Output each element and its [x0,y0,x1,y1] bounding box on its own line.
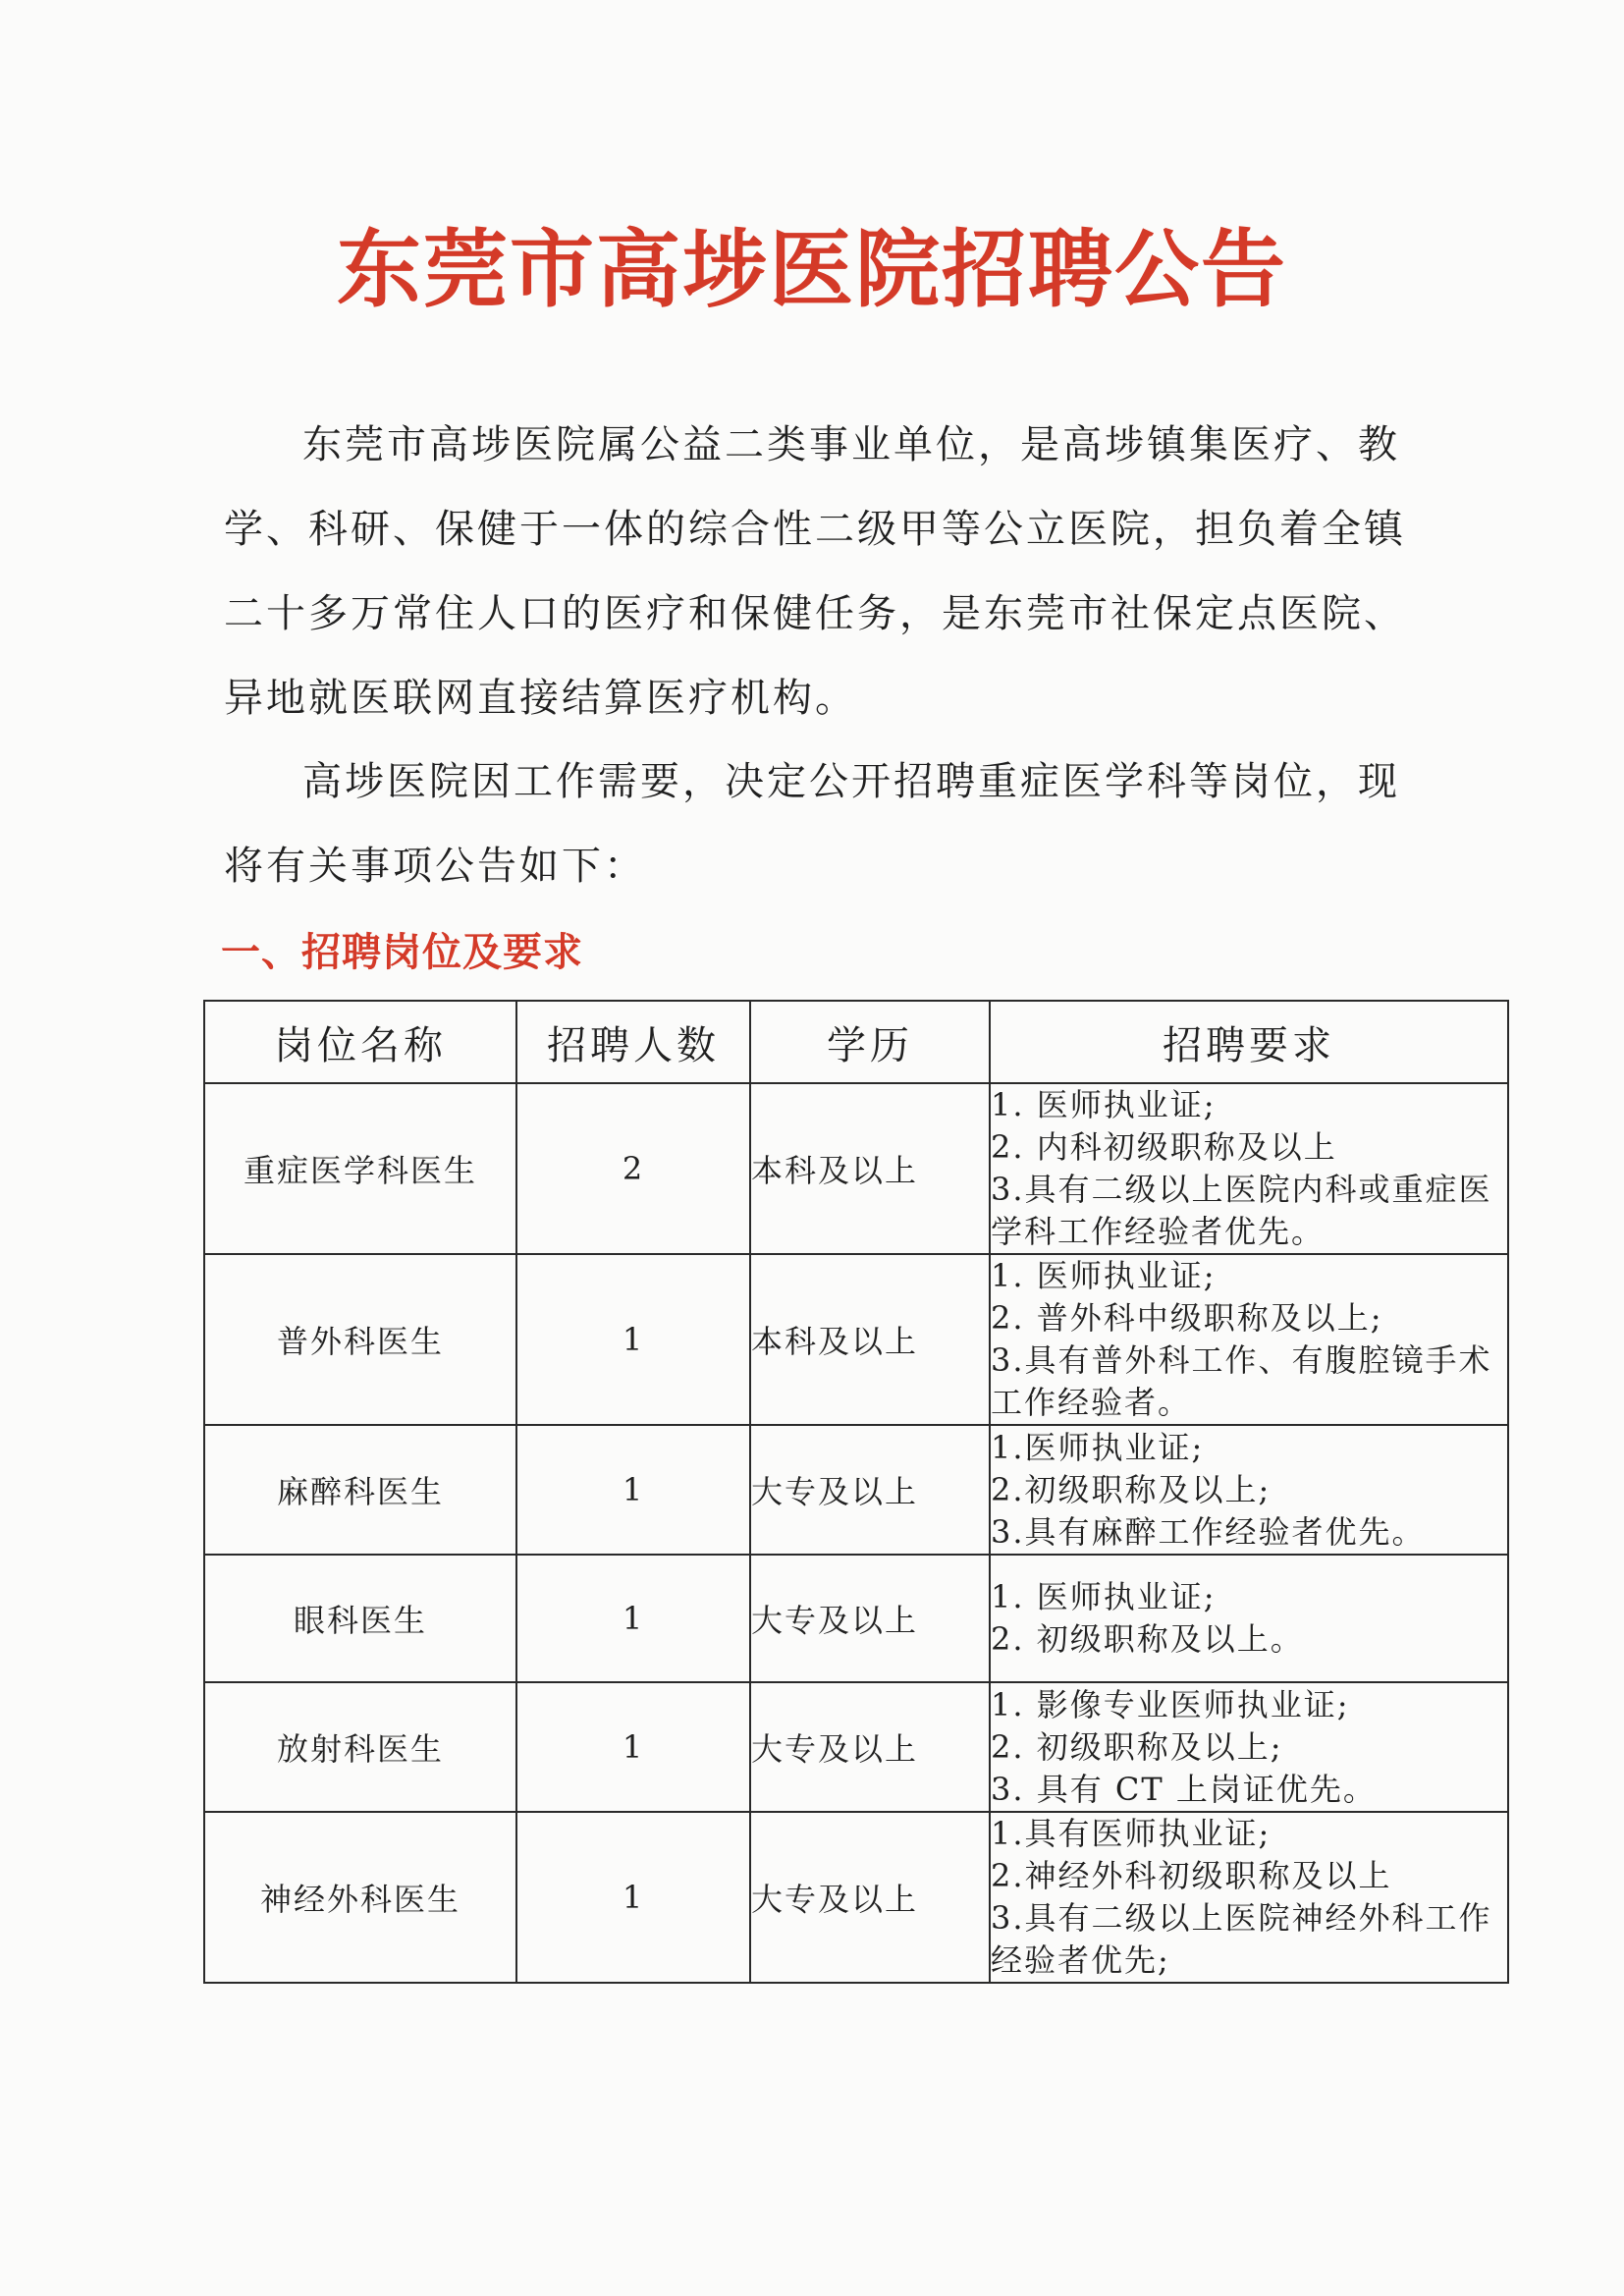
requirement-line: 1. 医师执业证; [991,1257,1217,1294]
requirement-line: 3. 具有 CT 上岗证优先。 [991,1770,1377,1808]
requirements-cell [990,1254,1508,1425]
requirement-line: 1.具有医师执业证; [991,1815,1272,1852]
requirements-table [203,1000,1509,1984]
header-count: 招聘人数 [516,1001,750,1083]
position-cell: 放射科医生 [204,1682,516,1812]
table-header-row [204,1001,1508,1083]
requirements-cell [990,1083,1508,1254]
table-row [204,1083,1508,1254]
table-row [204,1254,1508,1425]
section-heading: 一、招聘岗位及要求 [221,929,583,975]
requirement-line: 2. 初级职称及以上。 [991,1620,1304,1658]
table-row [204,1425,1508,1555]
header-education: 学历 [750,1001,990,1083]
count-cell: 2 [516,1083,750,1254]
page-title: 东莞市高埗医院招聘公告 [337,220,1287,319]
education-cell: 大专及以上 [750,1555,990,1682]
education-cell: 本科及以上 [750,1254,990,1425]
requirements-cell [990,1812,1508,1983]
position-cell: 神经外科医生 [204,1812,516,1983]
education-cell: 大专及以上 [750,1425,990,1555]
position-cell: 麻醉科医生 [204,1425,516,1555]
requirements-cell [990,1425,1508,1555]
requirement-line: 2.初级职称及以上; [991,1470,1272,1508]
requirement-line: 3.具有麻醉工作经验者优先。 [991,1512,1426,1551]
count-cell: 1 [516,1254,750,1425]
education-cell: 大专及以上 [750,1682,990,1812]
requirement-line: 1. 医师执业证; [991,1578,1217,1615]
requirement-line: 1.医师执业证; [991,1428,1205,1466]
requirements-cell [990,1682,1508,1812]
purpose-paragraph: 高埗医院因工作需要，决定公开招聘重症医学科等岗位，现将有关事项公告如下： [224,759,1400,889]
requirement-line: 1. 影像专业医师执业证; [991,1685,1350,1723]
requirement-line: 2. 内科初级职称及以上 [991,1128,1337,1166]
table-row [204,1812,1508,1983]
education-cell: 本科及以上 [750,1083,990,1254]
position-cell: 重症医学科医生 [204,1083,516,1254]
count-cell: 1 [516,1812,750,1983]
education-cell: 大专及以上 [750,1812,990,1983]
requirement-line: 2.神经外科初级职称及以上 [991,1857,1392,1894]
table-row [204,1555,1508,1682]
position-cell: 普外科医生 [204,1254,516,1425]
table-row [204,1682,1508,1812]
header-requirements: 招聘要求 [990,1001,1508,1083]
requirement-line: 2. 普外科中级职称及以上; [991,1299,1383,1337]
count-cell: 1 [516,1555,750,1682]
count-cell: 1 [516,1682,750,1812]
requirement-line: 2. 初级职称及以上; [991,1727,1283,1766]
requirement-line: 3.具有普外科工作、有腹腔镜手术工作经验者。 [991,1341,1492,1421]
requirement-line: 3.具有二级以上医院内科或重症医学科工作经验者优先。 [991,1171,1492,1250]
count-cell: 1 [516,1425,750,1555]
intro-paragraph: 东莞市高埗医院属公益二类事业单位，是高埗镇集医疗、教学、科研、保健于一体的综合性二级甲等公立医院，担负着全镇二十多万常住人口的医疗和保健任务，是东莞市社保定点医院、异地就医联网直接结算医疗机构。 [224,422,1406,721]
requirement-line: 1. 医师执业证; [991,1086,1217,1123]
requirements-cell [990,1555,1508,1682]
header-position: 岗位名称 [204,1001,516,1083]
position-cell: 眼科医生 [204,1555,516,1682]
requirement-line: 3.具有二级以上医院神经外科工作经验者优先; [991,1899,1492,1979]
